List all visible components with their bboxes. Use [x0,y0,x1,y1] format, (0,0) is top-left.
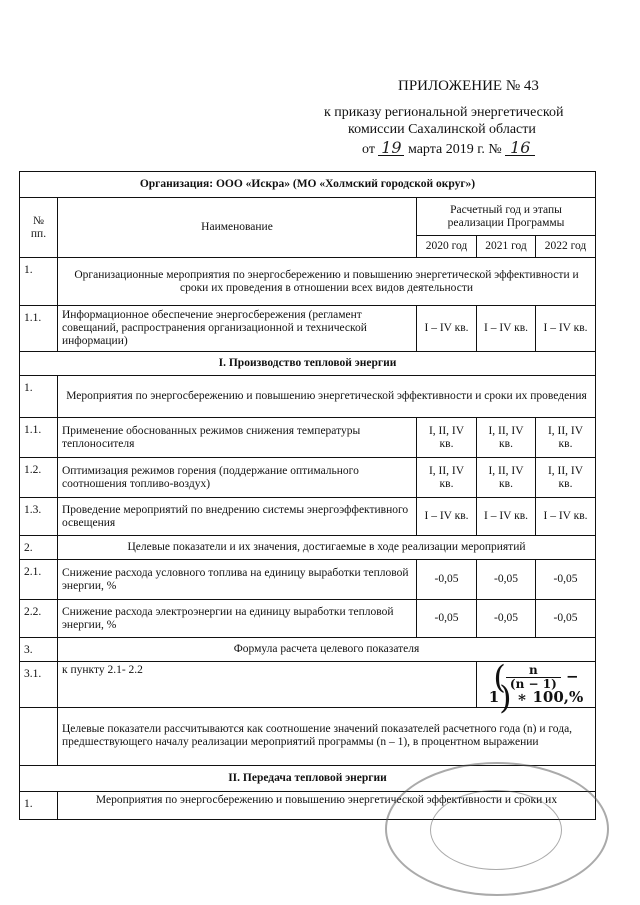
year-2021: 2021 год [477,236,536,258]
cell-2022: I – IV кв. [536,306,596,352]
row-num: 3. [20,638,58,662]
order-line-1: к приказу региональной энергетической [324,105,564,120]
formula: ( $\frac{n}{(n - 1)}$ − 1) ∗ 100,% [477,662,596,708]
col-name-header: Наименование [58,198,417,258]
row-name: Снижение расхода электроэнергии на единицу выработки тепловой энергии, % [58,600,417,638]
cell-2020: -0,05 [417,560,477,600]
formula-denominator: (n − 1) [509,677,557,691]
cell-2021: -0,05 [477,600,536,638]
cell-2022: -0,05 [536,560,596,600]
row-name: Информационное обеспечение энергосбережения (регламент совещаний, распространения организационной и технической информации) [58,306,417,352]
empty-cell [20,707,58,765]
year-2022: 2022 год [536,236,596,258]
cell-2021: I – IV кв. [477,306,536,352]
group-title: Мероприятия по энергосбережению и повышению энергетической эффективности и сроки их проведения [58,376,596,418]
cell-2022: -0,05 [536,600,596,638]
cell-2020: I, II, IV кв. [417,418,477,458]
row-num: 2.1. [20,560,58,600]
date-prefix: от [362,142,375,157]
order-line-2: комиссии Сахалинской области [348,122,536,137]
group-title: Мероприятия по энергосбережению и повышению энергетической эффективности и сроки их [58,791,596,819]
formula-note: Целевые показатели рассчитываются как соотношение значений показателей расчетного года (n) и года, предшествующего началу реализации мероприятий программы (n – 1), в процентном выражении [58,707,596,765]
section-heading: II. Передача тепловой энергии [20,765,596,791]
cell-2020: I – IV кв. [417,498,477,536]
row-name: к пункту 2.1- 2.2 [58,662,477,708]
cell-2022: I, II, IV кв. [536,458,596,498]
cell-2022: I – IV кв. [536,498,596,536]
row-name: Проведение мероприятий по внедрению системы энергоэффективного освещения [58,498,417,536]
row-num: 2.2. [20,600,58,638]
row-num: 1. [20,791,58,819]
row-num: 1.2. [20,458,58,498]
group-title: Формула расчета целевого показателя [58,638,596,662]
cell-2021: I, II, IV кв. [477,458,536,498]
row-name: Снижение расхода условного топлива на единицу выработки тепловой энергии, % [58,560,417,600]
formula-tail: − 1 [488,667,579,706]
group-title: Целевые показатели и их значения, достигаемые в ходе реализации мероприятий [58,536,596,560]
formula-end: ∗ 100,% [516,688,584,706]
org-title: Организация: ООО «Искра» (МО «Холмский городской округ») [20,172,596,198]
row-num: 1. [20,258,58,306]
formula-numerator: n [506,664,561,678]
order-date-line [362,138,535,158]
row-num: 1.1. [20,306,58,352]
formula-fraction [506,664,561,691]
date-day: 19 [378,141,404,156]
row-num: 1. [20,376,58,418]
date-mid: марта 2019 г. № [407,142,502,157]
row-name: Оптимизация режимов горения (поддержание оптимального соотношения топливо-воздух) [58,458,417,498]
row-num: 1.3. [20,498,58,536]
order-number: 16 [505,141,535,156]
row-num: 3.1. [20,662,58,708]
row-num: 2. [20,536,58,560]
cell-2021: I, II, IV кв. [477,418,536,458]
col-years-header: Расчетный год и этапы реализации Программы [417,198,596,236]
cell-2020: I – IV кв. [417,306,477,352]
appendix-title: ПРИЛОЖЕНИЕ № 43 [398,78,539,94]
section-heading: I. Производство тепловой энергии [20,352,596,376]
row-num: 1.1. [20,418,58,458]
cell-2021: I – IV кв. [477,498,536,536]
cell-2020: -0,05 [417,600,477,638]
section-title: Организационные мероприятия по энергосбережению и повышению энергетической эффективности и сроки их проведения в отношении всех видов деятельности [58,258,596,306]
official-stamp-inner [430,790,562,870]
cell-2020: I, II, IV кв. [417,458,477,498]
cell-2021: -0,05 [477,560,536,600]
cell-2022: I, II, IV кв. [536,418,596,458]
year-2020: 2020 год [417,236,477,258]
row-name: Применение обоснованных режимов снижения температуры теплоносителя [58,418,417,458]
col-num-header: № пп. [20,198,58,258]
program-table [19,171,596,820]
